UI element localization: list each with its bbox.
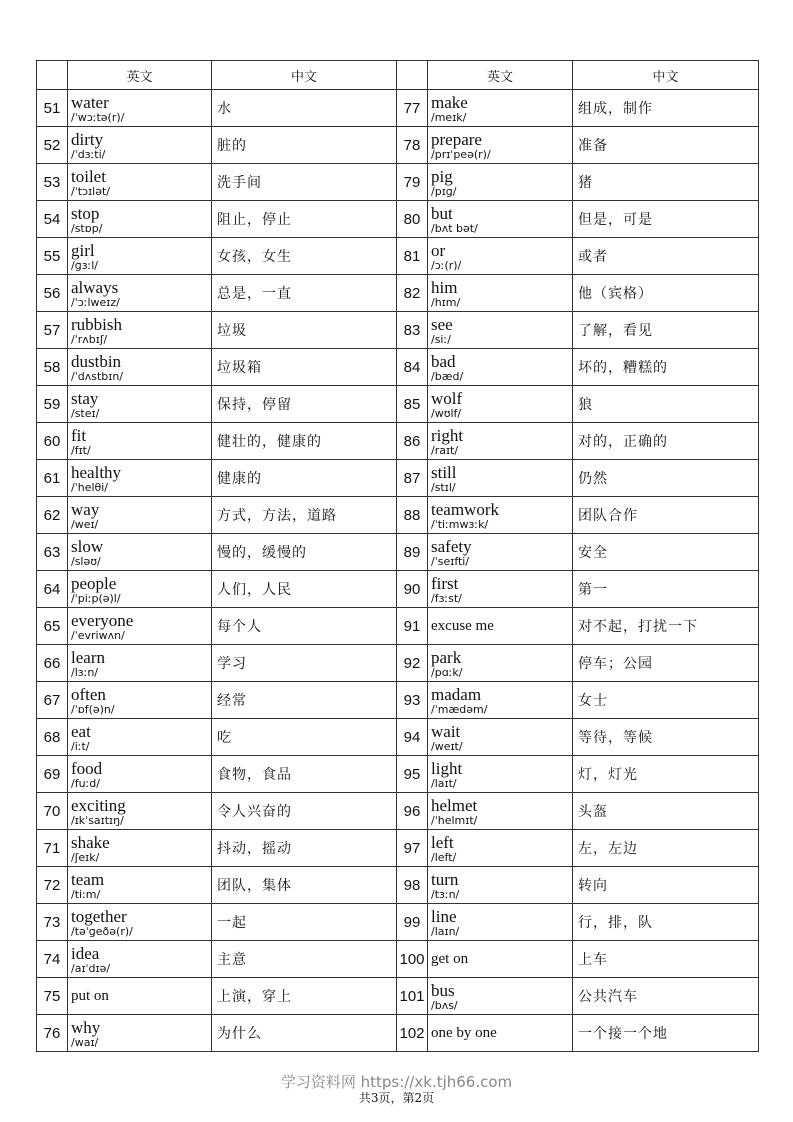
chinese-meaning: 健壮的，健康的 [212,423,397,460]
entry-number: 64 [37,571,68,608]
phonetic-transcription: /tiːm/ [71,887,101,901]
entry-number: 52 [37,127,68,164]
english-word: girl [71,240,95,260]
chinese-meaning: 等待，等候 [573,719,759,756]
english-word: rubbish [71,314,122,334]
english-cell [428,238,573,275]
phonetic-transcription: /ˈmædəm/ [431,702,488,716]
english-cell [428,682,573,719]
english-word: left [431,832,454,852]
entry-number: 53 [37,164,68,201]
chinese-meaning: 方式，方法，道路 [212,497,397,534]
chinese-meaning: 食物，食品 [212,756,397,793]
chinese-meaning: 但是，可是 [573,201,759,238]
table-row [37,127,759,164]
chinese-meaning: 灯，灯光 [573,756,759,793]
chinese-meaning: 主意 [212,941,397,978]
english-cell [68,978,212,1015]
english-cell [68,201,212,238]
chinese-meaning: 学习 [212,645,397,682]
entry-number: 80 [397,201,428,238]
table-row [37,201,759,238]
english-word: way [71,499,100,519]
table-row [37,534,759,571]
chinese-meaning: 为什么 [212,1015,397,1052]
phonetic-transcription: /ˈdʌstbɪn/ [71,369,124,383]
phonetic-transcription: /ɪkˈsaɪtɪŋ/ [71,813,124,827]
chinese-meaning: 脏的 [212,127,397,164]
phonetic-transcription: /ˈɒf(ə)n/ [71,702,115,716]
entry-number: 60 [37,423,68,460]
phonetic-transcription: /hɪm/ [431,295,461,309]
english-cell [428,645,573,682]
english-word: people [71,573,117,593]
entry-number: 101 [397,978,428,1015]
entry-number: 61 [37,460,68,497]
table-body [37,90,759,1052]
entry-number: 77 [397,90,428,127]
table-row [37,164,759,201]
table-row [37,793,759,830]
english-cell [68,719,212,756]
english-word: everyone [71,610,134,630]
english-word: dirty [71,129,104,149]
english-word: toilet [71,166,106,186]
english-cell [68,238,212,275]
chinese-meaning: 女孩，女生 [212,238,397,275]
chinese-meaning: 令人兴奋的 [212,793,397,830]
entry-number: 75 [37,978,68,1015]
english-cell [428,756,573,793]
header-number-right [397,61,428,90]
chinese-meaning: 经常 [212,682,397,719]
english-cell [428,867,573,904]
header-number-left [37,61,68,90]
table-row [37,571,759,608]
entry-number: 67 [37,682,68,719]
english-cell [68,349,212,386]
english-cell [68,127,212,164]
table-row [37,423,759,460]
phonetic-transcription: /siː/ [431,332,451,346]
english-cell [428,312,573,349]
english-word: stop [71,203,100,223]
phonetic-transcription: /bæd/ [431,369,464,383]
english-word: put on [71,987,109,1004]
english-cell [428,978,573,1015]
english-word: one by one [431,1024,497,1041]
phonetic-transcription: /meɪk/ [431,110,467,124]
table-row [37,756,759,793]
header-english-right: 英文 [428,61,573,90]
english-cell [428,349,573,386]
entry-number: 51 [37,90,68,127]
chinese-meaning: 猪 [573,164,759,201]
entry-number: 87 [397,460,428,497]
chinese-meaning: 保持，停留 [212,386,397,423]
english-word: or [431,240,446,260]
table-row [37,978,759,1015]
phonetic-transcription: /ˈtiːmwɜːk/ [431,517,489,531]
english-word: water [71,92,109,112]
english-cell [428,941,573,978]
chinese-meaning: 女士 [573,682,759,719]
table-row [37,1015,759,1052]
chinese-meaning: 抖动，摇动 [212,830,397,867]
header-english-left: 英文 [68,61,212,90]
english-word: team [71,869,105,889]
phonetic-transcription: /ˈwɔːtə(r)/ [71,110,125,124]
english-word: eat [71,721,91,741]
phonetic-transcription: /steɪ/ [71,406,100,420]
english-word: exciting [71,795,126,815]
english-cell [68,830,212,867]
chinese-meaning: 组成，制作 [573,90,759,127]
phonetic-transcription: /ˈɔːlweɪz/ [71,295,120,309]
english-word: helmet [431,795,478,815]
phonetic-transcription: /ˈseɪfti/ [431,554,470,568]
entry-number: 62 [37,497,68,534]
english-cell [68,608,212,645]
entry-number: 98 [397,867,428,904]
english-word: together [71,906,127,926]
phonetic-transcription: /ˈtɔɪlət/ [71,184,111,198]
phonetic-transcription: /ˈdɜːti/ [71,147,106,161]
english-word: him [431,277,458,297]
entry-number: 85 [397,386,428,423]
entry-number: 79 [397,164,428,201]
english-word: learn [71,647,105,667]
phonetic-transcription: /bʌs/ [431,998,458,1012]
header-chinese-right: 中文 [573,61,759,90]
entry-number: 83 [397,312,428,349]
entry-number: 93 [397,682,428,719]
english-word: line [431,906,457,926]
entry-number: 72 [37,867,68,904]
entry-number: 65 [37,608,68,645]
phonetic-transcription: /ˈhelmɪt/ [431,813,478,827]
entry-number: 63 [37,534,68,571]
chinese-meaning: 垃圾 [212,312,397,349]
phonetic-transcription: /weɪt/ [431,739,463,753]
english-cell [428,830,573,867]
phonetic-transcription: /laɪt/ [431,776,457,790]
chinese-meaning: 每个人 [212,608,397,645]
english-word: idea [71,943,100,963]
entry-number: 74 [37,941,68,978]
chinese-meaning: 上车 [573,941,759,978]
entry-number: 57 [37,312,68,349]
entry-number: 58 [37,349,68,386]
phonetic-transcription: /weɪ/ [71,517,99,531]
english-word: bus [431,980,455,1000]
entry-number: 90 [397,571,428,608]
table-row [37,386,759,423]
english-cell [428,164,573,201]
english-cell [428,719,573,756]
chinese-meaning: 狼 [573,386,759,423]
table-header-row [37,61,759,90]
entry-number: 66 [37,645,68,682]
phonetic-transcription: /iːt/ [71,739,90,753]
entry-number: 89 [397,534,428,571]
entry-number: 68 [37,719,68,756]
english-word: madam [431,684,482,704]
chinese-meaning: 水 [212,90,397,127]
english-cell [428,275,573,312]
english-cell [68,497,212,534]
english-cell [68,941,212,978]
chinese-meaning: 垃圾箱 [212,349,397,386]
english-word: make [431,92,468,112]
phonetic-transcription: /fɜːst/ [431,591,462,605]
entry-number: 91 [397,608,428,645]
table-row [37,608,759,645]
vocabulary-table [36,60,759,1052]
entry-number: 70 [37,793,68,830]
chinese-meaning: 安全 [573,534,759,571]
english-word: see [431,314,453,334]
english-word: first [431,573,459,593]
chinese-meaning: 或者 [573,238,759,275]
english-cell [68,275,212,312]
entry-number: 69 [37,756,68,793]
phonetic-transcription: /ɔː(r)/ [431,258,462,272]
english-word: often [71,684,106,704]
phonetic-transcription: /bʌt bət/ [431,221,478,235]
table-row [37,349,759,386]
entry-number: 82 [397,275,428,312]
english-cell [428,534,573,571]
chinese-meaning: 公共汽车 [573,978,759,1015]
chinese-meaning: 对不起，打扰一下 [573,608,759,645]
english-cell [68,460,212,497]
entry-number: 92 [397,645,428,682]
english-cell [428,127,573,164]
phonetic-transcription: /ʃeɪk/ [71,850,100,864]
chinese-meaning: 坏的，糟糕的 [573,349,759,386]
table-row [37,904,759,941]
table-row [37,460,759,497]
english-cell [68,571,212,608]
english-cell [428,201,573,238]
phonetic-transcription: /təˈɡeðə(r)/ [71,924,133,938]
table-row [37,682,759,719]
english-word: stay [71,388,99,408]
chinese-meaning: 上演，穿上 [212,978,397,1015]
table-row [37,645,759,682]
phonetic-transcription: /fɪt/ [71,443,91,457]
footer-site-watermark: 学习资料网 https://xk.tjh66.com [280,1073,513,1091]
table-row [37,275,759,312]
english-word: food [71,758,103,778]
english-cell [428,90,573,127]
header-chinese-left: 中文 [212,61,397,90]
table-row [37,830,759,867]
entry-number: 95 [397,756,428,793]
chinese-meaning: 行，排，队 [573,904,759,941]
footer-page-number: 共3页，第2页 [358,1091,435,1105]
english-cell [428,904,573,941]
entry-number: 102 [397,1015,428,1052]
chinese-meaning: 一起 [212,904,397,941]
english-word: safety [431,536,472,556]
phonetic-transcription: /ˈevriwʌn/ [71,628,125,642]
chinese-meaning: 慢的，缓慢的 [212,534,397,571]
english-word: still [431,462,457,482]
english-word: shake [71,832,110,852]
english-cell [68,756,212,793]
english-word: slow [71,536,104,556]
entry-number: 81 [397,238,428,275]
english-cell [68,682,212,719]
chinese-meaning: 头盔 [573,793,759,830]
chinese-meaning: 停车；公园 [573,645,759,682]
entry-number: 59 [37,386,68,423]
entry-number: 56 [37,275,68,312]
chinese-meaning: 团队，集体 [212,867,397,904]
table-row [37,312,759,349]
entry-number: 78 [397,127,428,164]
entry-number: 84 [397,349,428,386]
phonetic-transcription: /ˈrʌbɪʃ/ [71,332,108,346]
phonetic-transcription: /fuːd/ [71,776,100,790]
chinese-meaning: 健康的 [212,460,397,497]
english-cell [428,460,573,497]
phonetic-transcription: /lɜːn/ [71,665,98,679]
phonetic-transcription: /ˈhelθi/ [71,480,109,494]
phonetic-transcription: /raɪt/ [431,443,459,457]
english-word: light [431,758,463,778]
phonetic-transcription: /wʊlf/ [431,406,462,420]
english-word: fit [71,425,87,445]
english-cell [428,793,573,830]
english-cell [68,90,212,127]
table-row [37,238,759,275]
english-word: teamwork [431,499,499,519]
english-cell [68,423,212,460]
entry-number: 54 [37,201,68,238]
english-word: wait [431,721,461,741]
english-word: always [71,277,119,297]
english-word: why [71,1017,101,1037]
phonetic-transcription: /pɑːk/ [431,665,463,679]
table-row [37,941,759,978]
english-word: excuse me [431,617,494,634]
chinese-meaning: 一个接一个地 [573,1015,759,1052]
english-cell [68,312,212,349]
entry-number: 99 [397,904,428,941]
phonetic-transcription: /sləʊ/ [71,554,101,568]
english-cell [428,1015,573,1052]
english-cell [68,1015,212,1052]
english-word: dustbin [71,351,122,371]
english-cell [428,571,573,608]
english-cell [68,534,212,571]
phonetic-transcription: /tɜːn/ [431,887,460,901]
phonetic-transcription: /stɪl/ [431,480,456,494]
english-cell [428,608,573,645]
english-cell [428,497,573,534]
english-word: pig [431,166,453,186]
chinese-meaning: 总是，一直 [212,275,397,312]
phonetic-transcription: /laɪn/ [431,924,460,938]
phonetic-transcription: /aɪˈdɪə/ [71,961,111,975]
chinese-meaning: 转向 [573,867,759,904]
chinese-meaning: 吃 [212,719,397,756]
chinese-meaning: 准备 [573,127,759,164]
entry-number: 96 [397,793,428,830]
chinese-meaning: 他（宾格） [573,275,759,312]
entry-number: 86 [397,423,428,460]
phonetic-transcription: /waɪ/ [71,1035,99,1049]
entry-number: 76 [37,1015,68,1052]
entry-number: 88 [397,497,428,534]
english-word: park [431,647,462,667]
entry-number: 71 [37,830,68,867]
phonetic-transcription: /ɡɜːl/ [71,258,99,272]
english-cell [68,904,212,941]
entry-number: 73 [37,904,68,941]
english-cell [428,423,573,460]
chinese-meaning: 团队合作 [573,497,759,534]
phonetic-transcription: /stɒp/ [71,221,103,235]
entry-number: 55 [37,238,68,275]
phonetic-transcription: /left/ [431,850,457,864]
english-word: turn [431,869,459,889]
english-cell [68,386,212,423]
entry-number: 94 [397,719,428,756]
english-cell [68,793,212,830]
english-word: get on [431,950,469,967]
english-cell [68,645,212,682]
english-word: right [431,425,464,445]
phonetic-transcription: /ˈpiːp(ə)l/ [71,591,121,605]
english-cell [428,386,573,423]
chinese-meaning: 了解，看见 [573,312,759,349]
chinese-meaning: 对的，正确的 [573,423,759,460]
phonetic-transcription: /prɪˈpeə(r)/ [431,147,491,161]
table-row [37,90,759,127]
english-word: prepare [431,129,482,149]
english-word: bad [431,351,456,371]
chinese-meaning: 洗手间 [212,164,397,201]
phonetic-transcription: /pɪɡ/ [431,184,457,198]
english-cell [68,867,212,904]
table-row [37,719,759,756]
chinese-meaning: 第一 [573,571,759,608]
english-word: wolf [431,388,463,408]
entry-number: 97 [397,830,428,867]
chinese-meaning: 阻止，停止 [212,201,397,238]
table-row [37,497,759,534]
chinese-meaning: 仍然 [573,460,759,497]
chinese-meaning: 人们，人民 [212,571,397,608]
entry-number: 100 [397,941,428,978]
english-cell [68,164,212,201]
english-word: but [431,203,453,223]
table-row [37,867,759,904]
chinese-meaning: 左，左边 [573,830,759,867]
english-word: healthy [71,462,122,482]
